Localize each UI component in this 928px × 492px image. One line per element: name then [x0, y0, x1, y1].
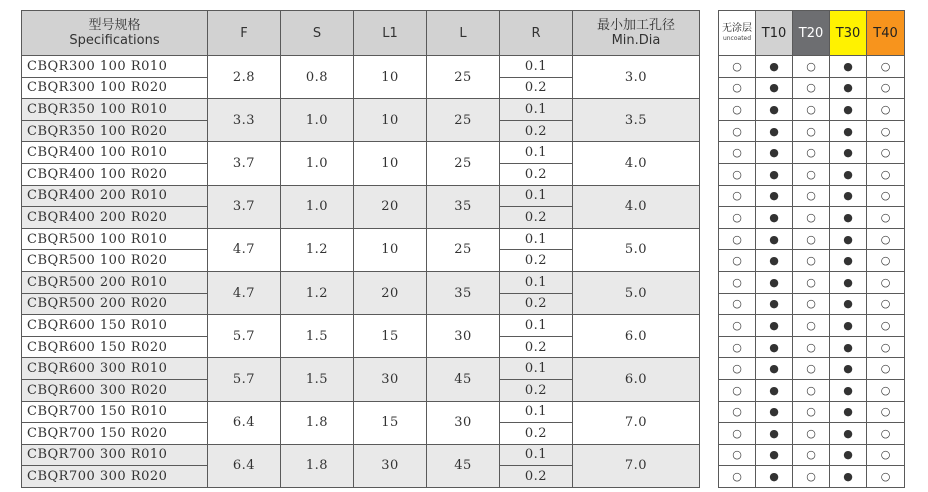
l-cell: 30	[427, 401, 500, 444]
table-row	[22, 99, 700, 121]
spec-cell: CBQR300 100 R020	[22, 77, 208, 99]
coating-row	[719, 99, 905, 121]
f-cell: 6.4	[208, 444, 281, 487]
coating-row	[719, 120, 905, 142]
coating-header-4: T40	[867, 11, 905, 56]
suitable-dot-icon: ●	[830, 77, 867, 99]
table-row	[22, 56, 700, 78]
spec-cell: CBQR400 100 R020	[22, 163, 208, 185]
optional-circle-icon: ○	[793, 120, 830, 142]
optional-circle-icon: ○	[719, 401, 756, 423]
header-min-dia-cn: 最小加工孔径	[596, 18, 675, 33]
optional-circle-icon: ○	[793, 185, 830, 207]
min-dia-cell: 6.0	[573, 315, 700, 358]
spec-cell: CBQR350 100 R010	[22, 99, 208, 121]
f-cell: 3.3	[208, 99, 281, 142]
optional-circle-icon: ○	[719, 185, 756, 207]
coating-row	[719, 466, 905, 488]
suitable-dot-icon: ●	[830, 423, 867, 445]
optional-circle-icon: ○	[719, 142, 756, 164]
optional-circle-icon: ○	[867, 185, 905, 207]
coating-row	[719, 293, 905, 315]
f-cell: 6.4	[208, 401, 281, 444]
spec-cell: CBQR700 300 R010	[22, 444, 208, 466]
r-cell: 0.2	[500, 379, 573, 401]
coating-row	[719, 315, 905, 337]
optional-circle-icon: ○	[719, 444, 756, 466]
min-dia-cell: 5.0	[573, 228, 700, 271]
optional-circle-icon: ○	[793, 77, 830, 99]
s-cell: 0.8	[281, 56, 354, 99]
optional-circle-icon: ○	[719, 77, 756, 99]
table-row	[22, 358, 700, 380]
optional-circle-icon: ○	[719, 163, 756, 185]
r-cell: 0.1	[500, 358, 573, 380]
f-cell: 3.7	[208, 142, 281, 185]
l1-cell: 15	[354, 315, 427, 358]
suitable-dot-icon: ●	[830, 163, 867, 185]
suitable-dot-icon: ●	[830, 56, 867, 78]
suitable-dot-icon: ●	[756, 56, 793, 78]
l1-cell: 30	[354, 444, 427, 487]
table-row	[22, 401, 700, 423]
l-cell: 35	[427, 271, 500, 314]
optional-circle-icon: ○	[793, 250, 830, 272]
spec-cell: CBQR700 150 R020	[22, 423, 208, 445]
suitable-dot-icon: ●	[830, 315, 867, 337]
suitable-dot-icon: ●	[756, 250, 793, 272]
l1-cell: 10	[354, 99, 427, 142]
suitable-dot-icon: ●	[830, 228, 867, 250]
optional-circle-icon: ○	[719, 207, 756, 229]
r-cell: 0.1	[500, 401, 573, 423]
coating-header-3: T30	[830, 11, 867, 56]
spec-cell: CBQR600 150 R020	[22, 336, 208, 358]
l1-cell: 10	[354, 56, 427, 99]
s-cell: 1.0	[281, 142, 354, 185]
optional-circle-icon: ○	[867, 207, 905, 229]
suitable-dot-icon: ●	[756, 163, 793, 185]
header-specifications	[22, 11, 208, 56]
optional-circle-icon: ○	[867, 250, 905, 272]
spec-cell: CBQR350 100 R020	[22, 120, 208, 142]
coating-row	[719, 358, 905, 380]
optional-circle-icon: ○	[867, 163, 905, 185]
r-cell: 0.1	[500, 228, 573, 250]
suitable-dot-icon: ●	[830, 250, 867, 272]
header-spec-en: Specifications	[69, 33, 160, 48]
spec-cell: CBQR500 100 R020	[22, 250, 208, 272]
spec-table-header-row	[22, 11, 700, 56]
r-cell: 0.2	[500, 163, 573, 185]
optional-circle-icon: ○	[867, 293, 905, 315]
optional-circle-icon: ○	[793, 466, 830, 488]
optional-circle-icon: ○	[867, 271, 905, 293]
f-cell: 2.8	[208, 56, 281, 99]
optional-circle-icon: ○	[793, 99, 830, 121]
l-cell: 25	[427, 56, 500, 99]
r-cell: 0.1	[500, 315, 573, 337]
optional-circle-icon: ○	[867, 358, 905, 380]
coating-row	[719, 207, 905, 229]
optional-circle-icon: ○	[867, 336, 905, 358]
l1-cell: 30	[354, 358, 427, 401]
optional-circle-icon: ○	[793, 207, 830, 229]
spec-cell: CBQR500 200 R020	[22, 293, 208, 315]
suitable-dot-icon: ●	[756, 315, 793, 337]
optional-circle-icon: ○	[867, 56, 905, 78]
spec-cell: CBQR500 100 R010	[22, 228, 208, 250]
suitable-dot-icon: ●	[830, 293, 867, 315]
optional-circle-icon: ○	[867, 77, 905, 99]
coating-row	[719, 163, 905, 185]
f-cell: 5.7	[208, 315, 281, 358]
suitable-dot-icon: ●	[756, 77, 793, 99]
coating-row	[719, 250, 905, 272]
l1-cell: 20	[354, 185, 427, 228]
spec-cell: CBQR500 200 R010	[22, 271, 208, 293]
suitable-dot-icon: ●	[756, 336, 793, 358]
l-cell: 25	[427, 99, 500, 142]
optional-circle-icon: ○	[719, 271, 756, 293]
r-cell: 0.2	[500, 423, 573, 445]
min-dia-cell: 4.0	[573, 142, 700, 185]
coating-table	[718, 10, 905, 488]
f-cell: 4.7	[208, 228, 281, 271]
header-min-dia-en: Min.Dia	[611, 33, 661, 48]
r-cell: 0.2	[500, 250, 573, 272]
suitable-dot-icon: ●	[830, 207, 867, 229]
table-row	[22, 271, 700, 293]
s-cell: 1.0	[281, 99, 354, 142]
l1-cell: 20	[354, 271, 427, 314]
coating-row	[719, 77, 905, 99]
r-cell: 0.2	[500, 120, 573, 142]
coating-table-header-row	[719, 11, 905, 56]
spec-cell: CBQR700 300 R020	[22, 466, 208, 488]
suitable-dot-icon: ●	[756, 444, 793, 466]
optional-circle-icon: ○	[719, 56, 756, 78]
suitable-dot-icon: ●	[756, 271, 793, 293]
l1-cell: 15	[354, 401, 427, 444]
optional-circle-icon: ○	[719, 120, 756, 142]
optional-circle-icon: ○	[719, 315, 756, 337]
optional-circle-icon: ○	[793, 163, 830, 185]
table-row	[22, 315, 700, 337]
r-cell: 0.1	[500, 56, 573, 78]
optional-circle-icon: ○	[719, 379, 756, 401]
optional-circle-icon: ○	[867, 379, 905, 401]
coating-row	[719, 423, 905, 445]
l-cell: 45	[427, 358, 500, 401]
suitable-dot-icon: ●	[830, 185, 867, 207]
s-cell: 1.2	[281, 228, 354, 271]
coating-row	[719, 379, 905, 401]
l1-cell: 10	[354, 228, 427, 271]
header-l1: L1	[354, 11, 427, 56]
header-f: F	[208, 11, 281, 56]
optional-circle-icon: ○	[867, 142, 905, 164]
optional-circle-icon: ○	[793, 315, 830, 337]
suitable-dot-icon: ●	[830, 466, 867, 488]
optional-circle-icon: ○	[719, 228, 756, 250]
coating-header-1: T10	[756, 11, 793, 56]
suitable-dot-icon: ●	[830, 444, 867, 466]
optional-circle-icon: ○	[719, 336, 756, 358]
coating-row	[719, 56, 905, 78]
r-cell: 0.1	[500, 271, 573, 293]
optional-circle-icon: ○	[793, 228, 830, 250]
min-dia-cell: 3.5	[573, 99, 700, 142]
optional-circle-icon: ○	[793, 358, 830, 380]
optional-circle-icon: ○	[793, 444, 830, 466]
suitable-dot-icon: ●	[756, 142, 793, 164]
coating-row	[719, 185, 905, 207]
r-cell: 0.2	[500, 336, 573, 358]
spec-table-body	[22, 56, 700, 488]
coating-row	[719, 444, 905, 466]
optional-circle-icon: ○	[867, 401, 905, 423]
suitable-dot-icon: ●	[756, 120, 793, 142]
suitable-dot-icon: ●	[756, 358, 793, 380]
min-dia-cell: 7.0	[573, 444, 700, 487]
optional-circle-icon: ○	[719, 99, 756, 121]
optional-circle-icon: ○	[719, 358, 756, 380]
suitable-dot-icon: ●	[830, 271, 867, 293]
s-cell: 1.2	[281, 271, 354, 314]
coating-row	[719, 142, 905, 164]
s-cell: 1.8	[281, 444, 354, 487]
spec-cell: CBQR400 200 R010	[22, 185, 208, 207]
coating-row	[719, 336, 905, 358]
optional-circle-icon: ○	[793, 401, 830, 423]
header-spec-cn: 型号规格	[88, 18, 141, 33]
optional-circle-icon: ○	[719, 293, 756, 315]
suitable-dot-icon: ●	[756, 293, 793, 315]
coating-header-2: T20	[793, 11, 830, 56]
optional-circle-icon: ○	[793, 423, 830, 445]
spec-cell: CBQR400 100 R010	[22, 142, 208, 164]
header-s: S	[281, 11, 354, 56]
min-dia-cell: 5.0	[573, 271, 700, 314]
header-r: R	[500, 11, 573, 56]
min-dia-cell: 3.0	[573, 56, 700, 99]
suitable-dot-icon: ●	[756, 207, 793, 229]
spec-cell: CBQR600 150 R010	[22, 315, 208, 337]
suitable-dot-icon: ●	[756, 423, 793, 445]
suitable-dot-icon: ●	[756, 379, 793, 401]
r-cell: 0.2	[500, 466, 573, 488]
l-cell: 30	[427, 315, 500, 358]
optional-circle-icon: ○	[793, 379, 830, 401]
optional-circle-icon: ○	[793, 142, 830, 164]
optional-circle-icon: ○	[719, 423, 756, 445]
r-cell: 0.1	[500, 99, 573, 121]
suitable-dot-icon: ●	[756, 466, 793, 488]
coating-header-sub: uncoated	[722, 35, 752, 42]
optional-circle-icon: ○	[793, 271, 830, 293]
suitable-dot-icon: ●	[830, 99, 867, 121]
spec-cell: CBQR600 300 R020	[22, 379, 208, 401]
optional-circle-icon: ○	[793, 56, 830, 78]
table-row	[22, 228, 700, 250]
optional-circle-icon: ○	[867, 99, 905, 121]
min-dia-cell: 7.0	[573, 401, 700, 444]
r-cell: 0.1	[500, 185, 573, 207]
suitable-dot-icon: ●	[830, 142, 867, 164]
spec-cell: CBQR300 100 R010	[22, 56, 208, 78]
optional-circle-icon: ○	[793, 336, 830, 358]
optional-circle-icon: ○	[867, 444, 905, 466]
suitable-dot-icon: ●	[830, 379, 867, 401]
suitable-dot-icon: ●	[830, 336, 867, 358]
spec-cell: CBQR400 200 R020	[22, 207, 208, 229]
optional-circle-icon: ○	[867, 315, 905, 337]
optional-circle-icon: ○	[719, 250, 756, 272]
r-cell: 0.2	[500, 77, 573, 99]
r-cell: 0.1	[500, 444, 573, 466]
s-cell: 1.8	[281, 401, 354, 444]
l-cell: 45	[427, 444, 500, 487]
f-cell: 4.7	[208, 271, 281, 314]
table-row	[22, 142, 700, 164]
l-cell: 25	[427, 142, 500, 185]
table-row	[22, 444, 700, 466]
min-dia-cell: 4.0	[573, 185, 700, 228]
s-cell: 1.0	[281, 185, 354, 228]
coating-header-0	[719, 11, 756, 56]
optional-circle-icon: ○	[867, 120, 905, 142]
table-row	[22, 185, 700, 207]
suitable-dot-icon: ●	[830, 358, 867, 380]
f-cell: 5.7	[208, 358, 281, 401]
l-cell: 25	[427, 228, 500, 271]
suitable-dot-icon: ●	[830, 120, 867, 142]
coating-header-label: 无涂层	[722, 23, 752, 34]
optional-circle-icon: ○	[867, 228, 905, 250]
spec-cell: CBQR600 300 R010	[22, 358, 208, 380]
r-cell: 0.2	[500, 207, 573, 229]
suitable-dot-icon: ●	[756, 228, 793, 250]
suitable-dot-icon: ●	[756, 99, 793, 121]
coating-row	[719, 271, 905, 293]
optional-circle-icon: ○	[793, 293, 830, 315]
header-l: L	[427, 11, 500, 56]
s-cell: 1.5	[281, 358, 354, 401]
suitable-dot-icon: ●	[756, 401, 793, 423]
f-cell: 3.7	[208, 185, 281, 228]
coating-row	[719, 228, 905, 250]
optional-circle-icon: ○	[867, 466, 905, 488]
min-dia-cell: 6.0	[573, 358, 700, 401]
coating-row	[719, 401, 905, 423]
specifications-table	[21, 10, 700, 488]
spec-cell: CBQR700 150 R010	[22, 401, 208, 423]
suitable-dot-icon: ●	[756, 185, 793, 207]
coating-table-body	[719, 56, 905, 488]
l-cell: 35	[427, 185, 500, 228]
header-min-dia	[573, 11, 700, 56]
r-cell: 0.1	[500, 142, 573, 164]
optional-circle-icon: ○	[719, 466, 756, 488]
s-cell: 1.5	[281, 315, 354, 358]
optional-circle-icon: ○	[867, 423, 905, 445]
suitable-dot-icon: ●	[830, 401, 867, 423]
l1-cell: 10	[354, 142, 427, 185]
r-cell: 0.2	[500, 293, 573, 315]
